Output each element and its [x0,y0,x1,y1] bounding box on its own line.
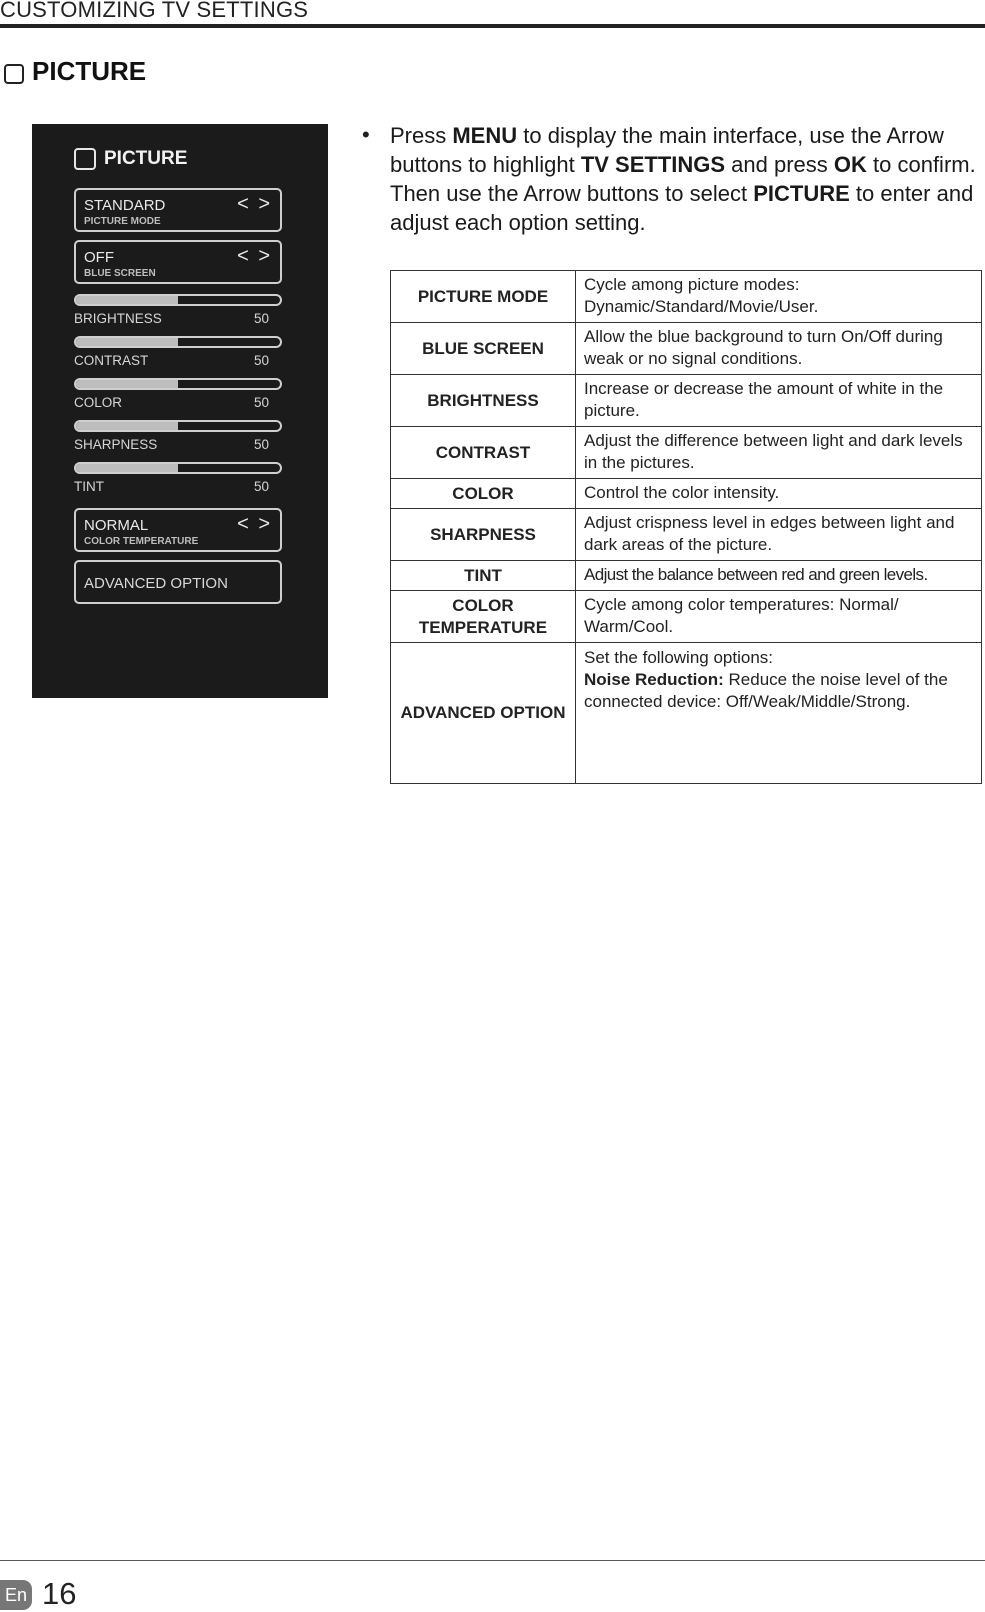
contrast-slider [74,336,282,348]
noise-reduction-label: Noise Reduction: [584,670,724,689]
menu-key: MENU [452,123,518,148]
tint-slider [74,462,282,474]
language-badge: En [0,1580,32,1610]
table-row [391,591,982,643]
tint-label: TINT [74,479,104,494]
table-row [391,509,982,561]
checkbox-icon [4,64,24,84]
color-temperature-selector [74,508,282,552]
brightness-value: 50 [254,311,270,326]
color-temperature-label: COLOR TEMPERATURE [84,536,199,547]
picture-options-table [390,270,982,784]
table-row [391,427,982,479]
option-name: SHARPNESS [391,509,576,561]
noise-reduction-detail: Reduce the noise level of the connected device: Off/Weak/Middle/Strong. [584,670,948,711]
option-name: COLOR [391,479,576,509]
contrast-label: CONTRAST [74,353,149,368]
tv-menu-title: PICTURE [104,148,188,169]
option-description: Cycle among color temperatures: Normal/ Warm/Cool. [576,591,982,643]
checkbox-icon [74,148,96,170]
tv-menu-header [74,148,187,170]
option-name: BRIGHTNESS [391,375,576,427]
instruction-text: to confirm. Then use the Arrow buttons to select [390,152,976,206]
bullet-icon: • [362,122,370,147]
tv-menu-screenshot [32,124,328,698]
option-name: BLUE SCREEN [391,323,576,375]
option-description: Allow the blue background to turn On/Off during weak or no signal conditions. [576,323,982,375]
left-right-arrows-icon: < > [237,513,272,535]
color-temperature-value: NORMAL [84,517,149,534]
footer-divider [0,1560,985,1561]
option-description: Increase or decrease the amount of white in the picture. [576,375,982,427]
blue-screen-selector [74,240,282,284]
picture-mode-value: STANDARD [84,197,166,214]
left-right-arrows-icon: < > [237,245,272,267]
advanced-option-item [74,560,282,604]
slider-fill [76,422,178,430]
option-description: Adjust the difference between light and dark levels in the pictures. [576,427,982,479]
page-number: 16 [42,1576,77,1611]
instruction-text: and press [725,152,834,177]
sharpness-label: SHARPNESS [74,437,158,452]
slider-fill [76,464,178,472]
blue-screen-value: OFF [84,249,114,266]
brightness-label: BRIGHTNESS [74,311,162,326]
section-heading [4,56,146,87]
advanced-intro: Set the following options: [584,648,774,667]
table-row [391,643,982,784]
option-name: ADVANCED OPTION [391,643,576,784]
brightness-slider [74,294,282,306]
tint-value: 50 [254,479,270,494]
page-header [0,0,985,28]
option-name: PICTURE MODE [391,271,576,323]
color-slider [74,378,282,390]
section-title: PICTURE [32,56,147,86]
table-row [391,375,982,427]
left-right-arrows-icon: < > [237,193,272,215]
slider-fill [76,380,178,388]
table-row [391,479,982,509]
option-description: Adjust crispness level in edges between light and dark areas of the picture. [576,509,982,561]
advanced-option-label: ADVANCED OPTION [84,575,228,592]
picture-mode-label: PICTURE MODE [84,216,161,227]
color-label: COLOR [74,395,123,410]
picture-mode-selector [74,188,282,232]
sharpness-value: 50 [254,437,270,452]
color-value: 50 [254,395,270,410]
instruction-text: to display the main interface, use the Arrow buttons to highlight [390,123,944,177]
instructions-paragraph [390,121,982,237]
contrast-value: 50 [254,353,270,368]
noise-reduction-text [584,669,975,713]
option-name: COLOR TEMPERATURE [391,591,576,643]
table-row [391,323,982,375]
instruction-text: Press [390,123,453,148]
option-name: CONTRAST [391,427,576,479]
slider-fill [76,338,178,346]
option-name: TINT [391,561,576,591]
option-description [576,643,982,784]
sharpness-slider [74,420,282,432]
option-description [576,561,982,591]
instruction-text: to enter and adjust each option setting. [390,181,974,235]
option-description: Control the color intensity. [576,479,982,509]
ok-key: OK [833,152,867,177]
slider-fill [76,296,178,304]
picture-key: PICTURE [753,181,850,206]
option-description: Cycle among picture modes: Dynamic/Standard/Movie/User. [576,271,982,323]
header-divider [0,24,985,28]
table-row [391,561,982,591]
tv-settings-key: TV SETTINGS [580,152,726,177]
table-row [391,271,982,323]
blue-screen-label: BLUE SCREEN [84,268,156,279]
chapter-title: CUSTOMIZING TV SETTINGS [0,0,309,22]
tint-description-text: Adjust the balance between red and green levels. [584,565,928,584]
